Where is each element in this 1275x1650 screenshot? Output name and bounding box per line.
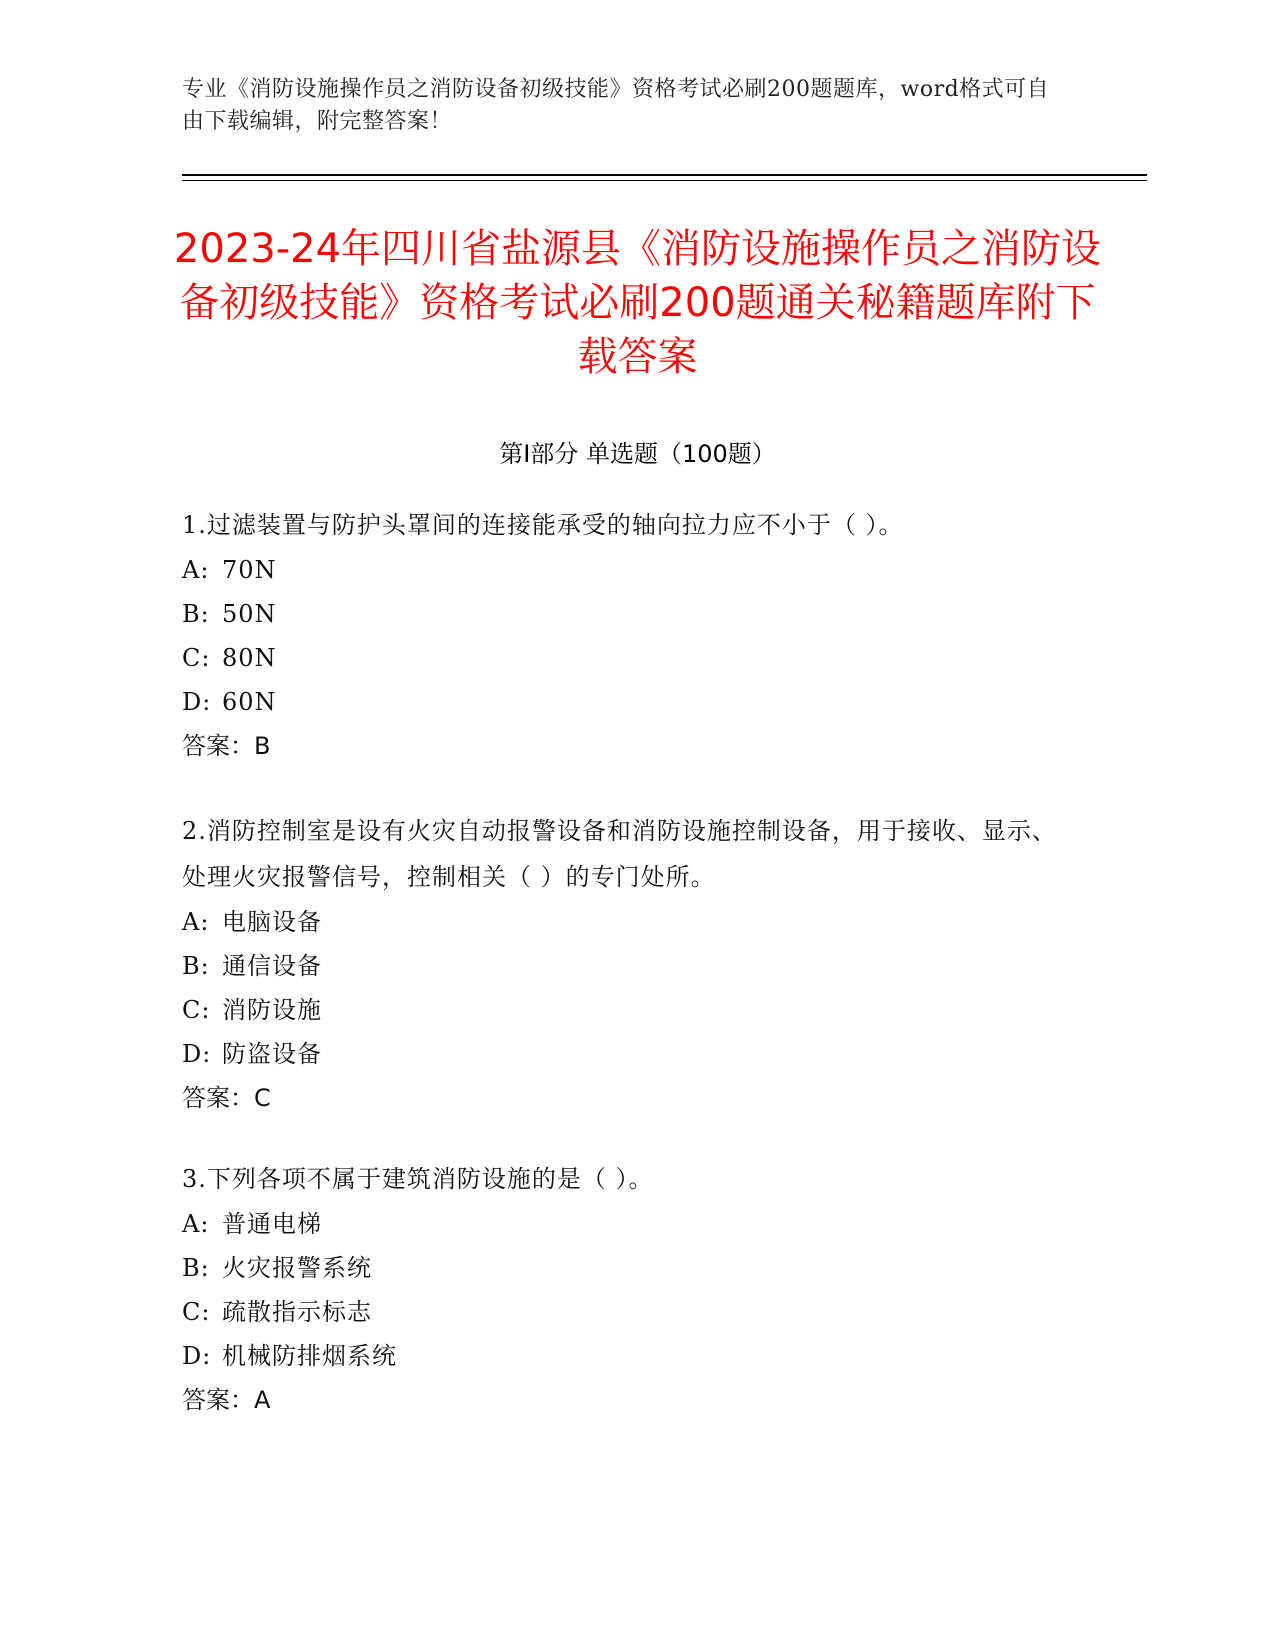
option-text: 60N <box>222 688 277 716</box>
option-text: 疏散指示标志 <box>222 1298 372 1326</box>
option-text: 火灾报警系统 <box>222 1254 372 1282</box>
option-c <box>182 636 1062 680</box>
option-a <box>182 1202 1062 1246</box>
option-letter: A: <box>182 908 210 936</box>
option-text: 电脑设备 <box>222 908 322 936</box>
option-text: 通信设备 <box>222 952 322 980</box>
question-2 <box>182 808 1062 1120</box>
option-c <box>182 1290 1062 1334</box>
option-letter: B: <box>182 1254 210 1282</box>
option-c <box>182 988 1062 1032</box>
header-divider-thick <box>182 174 1147 176</box>
option-b <box>182 1246 1062 1290</box>
question-stem: 3.下列各项不属于建筑消防设施的是（ ）。 <box>182 1165 654 1193</box>
option-a <box>182 900 1062 944</box>
header-note: 专业《消防设施操作员之消防设备初级技能》资格考试必刷200题题库，word格式可自由下载编辑，附完整答案！ <box>182 77 1050 134</box>
question-stem: 1.过滤装置与防护头罩间的连接能承受的轴向拉力应不小于（ ）。 <box>182 511 904 539</box>
option-letter: C: <box>182 644 211 672</box>
option-text: 50N <box>222 600 277 628</box>
option-a <box>182 548 1062 592</box>
answer: 答案：B <box>182 732 271 760</box>
document-title: 2023-24年四川省盐源县《消防设施操作员之消防设备初级技能》资格考试必刷200题通关秘籍题库附下载答案 <box>173 226 1102 380</box>
option-text: 消防设施 <box>222 996 322 1024</box>
section-title: 第Ⅰ部分 单选题（100题） <box>499 440 776 468</box>
answer: 答案：C <box>182 1084 271 1112</box>
option-letter: B: <box>182 600 210 628</box>
option-letter: C: <box>182 1298 211 1326</box>
question-3 <box>182 1156 1062 1422</box>
option-letter: A: <box>182 556 210 584</box>
option-letter: D: <box>182 688 212 716</box>
option-text: 70N <box>222 556 277 584</box>
option-text: 普通电梯 <box>222 1210 322 1238</box>
option-letter: A: <box>182 1210 210 1238</box>
option-b <box>182 944 1062 988</box>
header-divider-thin <box>182 180 1147 181</box>
option-letter: D: <box>182 1040 212 1068</box>
option-text: 80N <box>222 644 277 672</box>
option-d <box>182 680 1062 724</box>
option-d <box>182 1334 1062 1378</box>
answer: 答案：A <box>182 1386 271 1414</box>
option-d <box>182 1032 1062 1076</box>
option-letter: B: <box>182 952 210 980</box>
option-text: 机械防排烟系统 <box>222 1342 397 1370</box>
option-text: 防盗设备 <box>222 1040 322 1068</box>
option-letter: D: <box>182 1342 212 1370</box>
option-b <box>182 592 1062 636</box>
question-stem: 2.消防控制室是设有火灾自动报警设备和消防设施控制设备，用于接收、显示、处理火灾报警信号，控制相关（ ）的专门处所。 <box>182 817 1057 891</box>
question-1 <box>182 502 1062 768</box>
option-letter: C: <box>182 996 211 1024</box>
